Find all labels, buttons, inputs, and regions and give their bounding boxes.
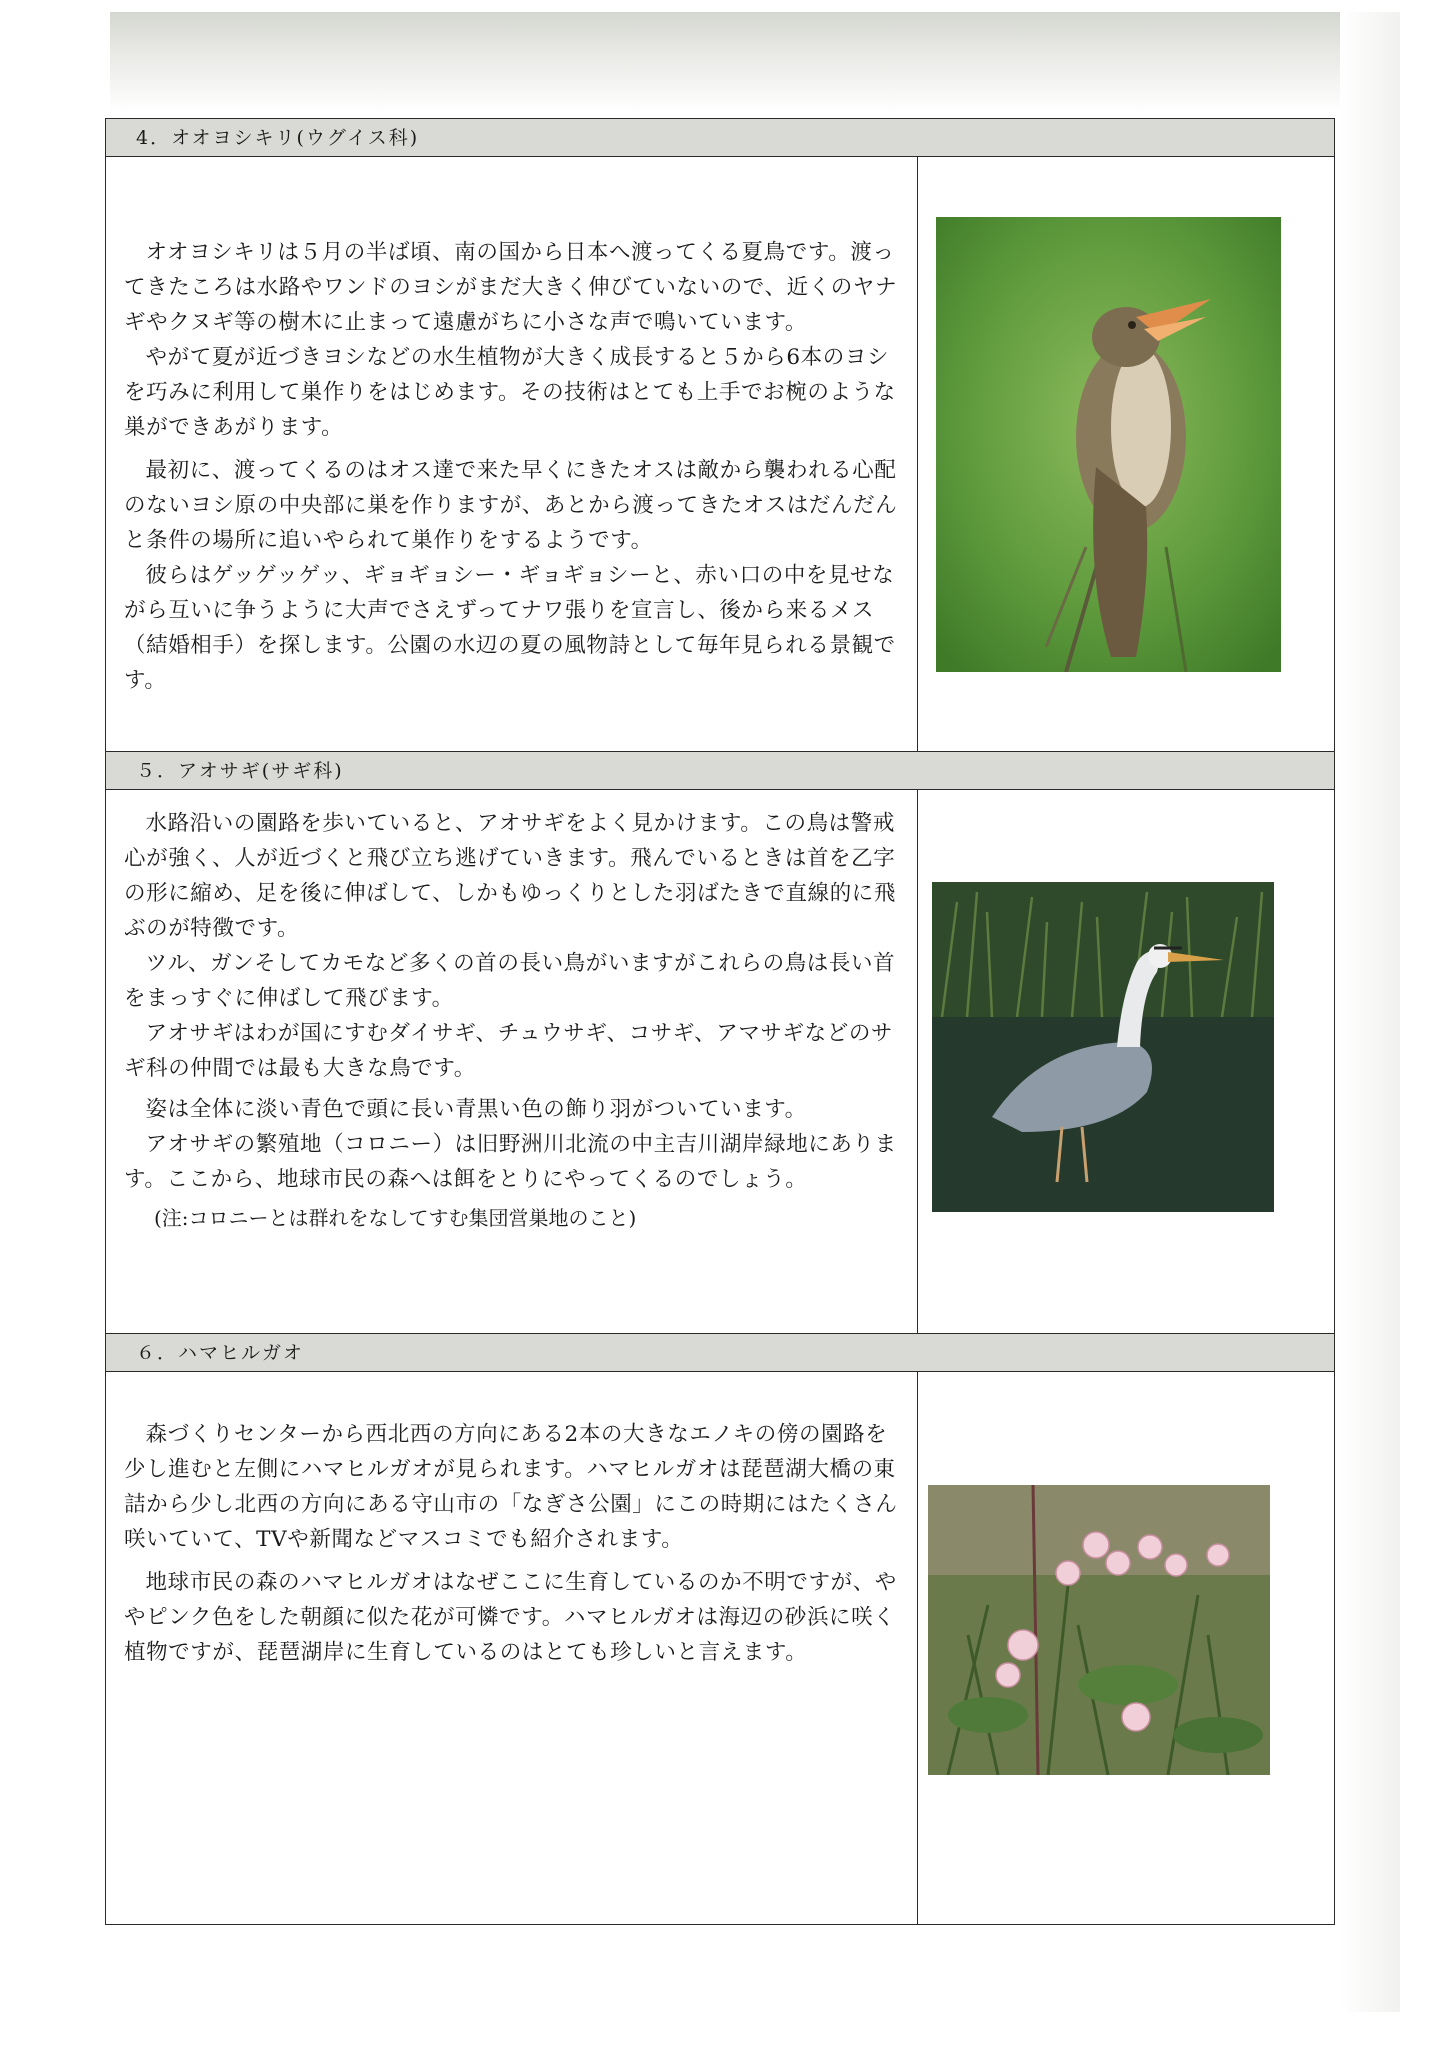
section-great-reed-warbler xyxy=(105,118,1335,751)
scan-shadow-top xyxy=(110,12,1350,112)
great-reed-warbler-photo xyxy=(936,217,1281,672)
section-grey-heron xyxy=(105,751,1335,1333)
paragraph: 彼らはゲッゲッゲッ、ギョギョシー・ギョギョシーと、赤い口の中を見せながら互いに争うように大声でさえずってナワ張りを宣言し、後から来るメス（結婚相手）を探します。公園の水辺の夏の風物詩として毎年見られる景観です。 xyxy=(124,563,896,693)
paragraph: 水路沿いの園路を歩いていると、アオサギをよく見かけます。この鳥は警戒心が強く、人が近づくと飛び立ち逃げていきます。飛んでいるときは首を乙字の形に縮め、足を後に伸ばして、しかもゆっくりとした羽ばたきで直線的に飛ぶのが特徴です。 xyxy=(124,811,896,941)
paragraph: やがて夏が近づきヨシなどの水生植物が大きく成長すると５から6本のヨシを巧みに利用して巣作りをはじめます。その技術はとても上手でお椀のような巣ができあがります。 xyxy=(124,345,896,440)
section-heading: 4．オオヨシキリ(ウグイス科) xyxy=(106,119,1334,157)
scan-shadow-right xyxy=(1340,12,1400,2012)
paragraph: 最初に、渡ってくるのはオス達で来た早くにきたオスは敵から襲われる心配のないヨシ原の中央部に巣を作りますが、あとから渡ってきたオスはだんだんと条件の場所に追いやられて巣作りをするようです。 xyxy=(124,458,898,553)
paragraph: 森づくりセンターから西北西の方向にある2本の大きなエノキの傍の園路を少し進むと左側にハマヒルガオが見られます。ハマヒルガオは琵琶湖大橋の東詰から少し北西の方向にある守山市の「なぎさ公園」にこの時期にはたくさん咲いていて、TVや新聞などマスコミでも紹介されます。 xyxy=(124,1422,898,1552)
grey-heron-photo xyxy=(932,882,1274,1212)
section-heading: ６．ハマヒルガオ xyxy=(106,1334,1334,1372)
paragraph: 姿は全体に淡い青色で頭に長い青黒い色の飾り羽がついています。 xyxy=(145,1097,807,1122)
section-text xyxy=(106,157,918,751)
paragraph: アオサギの繁殖地（コロニー）は旧野洲川北流の中主吉川湖岸緑地にあります。ここから、地球市民の森へは餌をとりにやってくるのでしょう。 xyxy=(124,1132,897,1192)
section-beach-morning-glory xyxy=(105,1333,1335,1925)
paragraph: アオサギはわが国にすむダイサギ、チュウサギ、コサギ、アマサギなどのサギ科の仲間では最も大きな鳥です。 xyxy=(124,1021,894,1081)
paragraph: 地球市民の森のハマヒルガオはなぜここに生育しているのか不明ですが、ややピンク色をした朝顔に似た花が可憐です。ハマヒルガオは海辺の砂浜に咲く植物ですが、琵琶湖岸に生育しているのはとても珍しいと言えます。 xyxy=(124,1570,897,1665)
paragraph: オオヨシキリは５月の半ば頃、南の国から日本へ渡ってくる夏鳥です。渡ってきたころは水路やワンドのヨシがまだ大きく伸びていないので、近くのヤナギやクヌギ等の樹木に止まって遠慮がちに小さな声で鳴いています。 xyxy=(124,240,898,335)
paragraph: ツル、ガンそしてカモなど多くの首の長い鳥がいますがこれらの鳥は長い首をまっすぐに伸ばして飛びます。 xyxy=(124,951,896,1011)
section-text xyxy=(106,1372,918,1924)
section-heading: ５．アオサギ(サギ科) xyxy=(106,752,1334,790)
section-text xyxy=(106,790,918,1333)
footnote: (注:コロニーとは群れをなしてすむ集団営巣地のこと) xyxy=(154,1206,637,1230)
beach-morning-glory-photo xyxy=(928,1485,1270,1775)
